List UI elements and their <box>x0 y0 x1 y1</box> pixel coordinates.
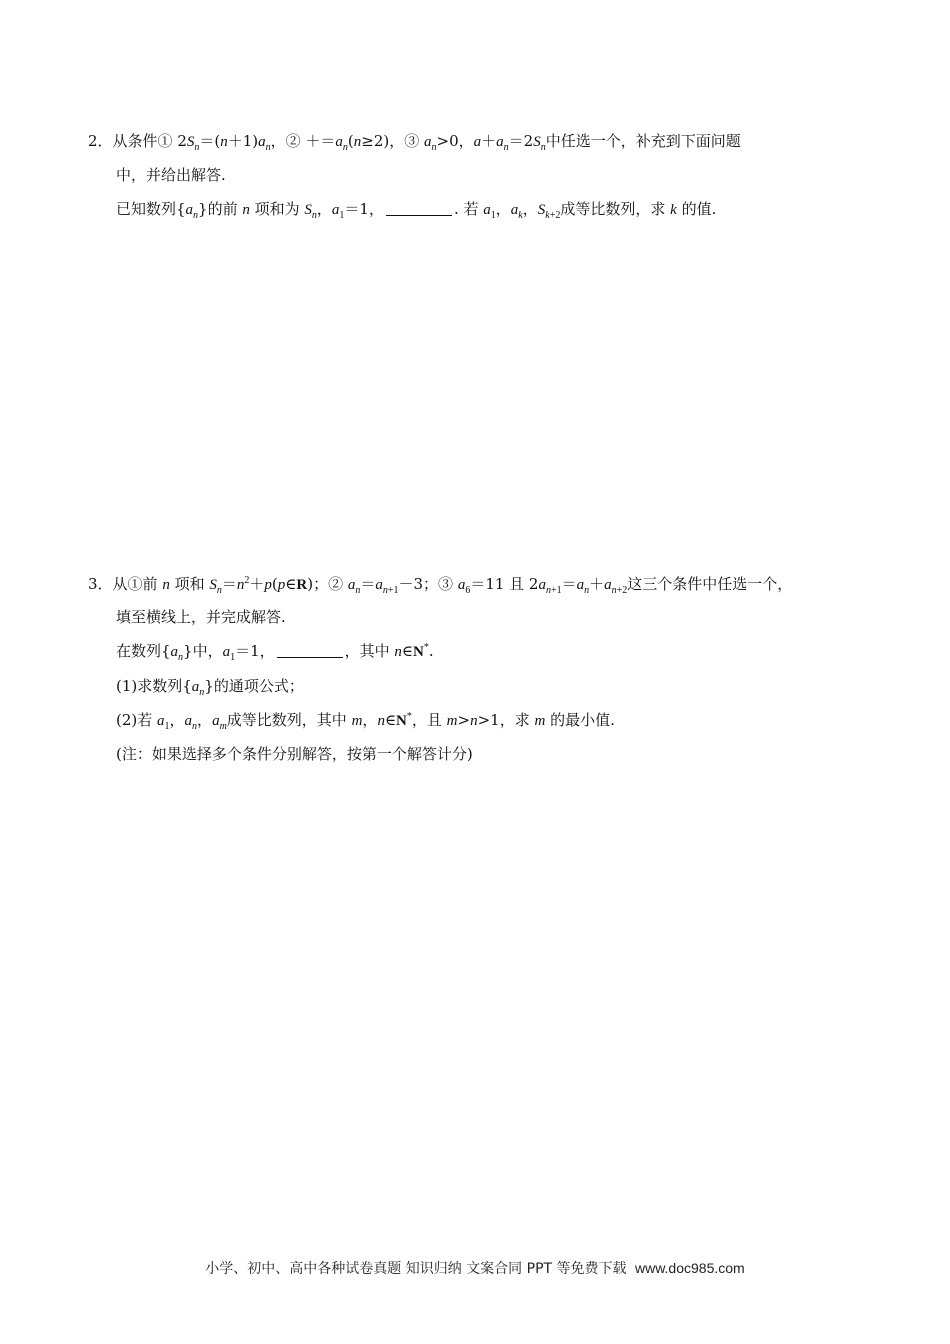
q3-line-4: (1)求数列$\{a_n\}$的通项公式； <box>116 677 304 698</box>
footer-text: 小学、初中、高中各种试卷真题 知识归纳 文案合同 PPT 等免费下载 <box>205 1261 627 1277</box>
q3-note: (注：如果选择多个条件分别解答，按第一个解答计分) <box>116 745 473 763</box>
answer-blank[interactable] <box>386 201 452 216</box>
page-footer <box>0 1258 950 1278</box>
q2-line-2: 中，并给出解答. <box>116 166 226 184</box>
footer-url[interactable]: www.doc985.com <box>634 1260 745 1276</box>
q3-line-1: 3．从①前 n 项和 $S_n=n^2+p(p\in R)$；② $a_n=a_{n+1}-3$；③ $a_6=11$ 且 $2a_{n+1}=a_n+a_{n+2}$这三个条件中任选一个， <box>88 575 793 596</box>
q3-line-3: 在数列$\{a_n\}$中，$a_1=1$， ，其中 n∈N*. <box>116 642 434 663</box>
q3-line-2: 填至横线上，并完成解答. <box>116 608 286 626</box>
q2-line-3: 已知数列$\{a_n\}$的前 n 项和为 $S_n$，$a_1=1$， . 若 $a_1$，$a_k$，$S_{k+2}$成等比数列，求 k 的值. <box>116 200 717 221</box>
q3-line-5: (2)若 $a_1$，$a_n$，$a_m$成等比数列，其中 m，n∈N*，且 m>n>1，求 m 的最小值. <box>116 711 615 732</box>
q2-line-1: 2．从条件① $2S_n=(n+1)a_n$，② $+=a_n(n\ge 2)$，③ $a_n>0$，$a+a_n=2S_n$中任选一个，补充到下面问题 <box>88 132 741 153</box>
answer-blank[interactable] <box>277 643 343 658</box>
